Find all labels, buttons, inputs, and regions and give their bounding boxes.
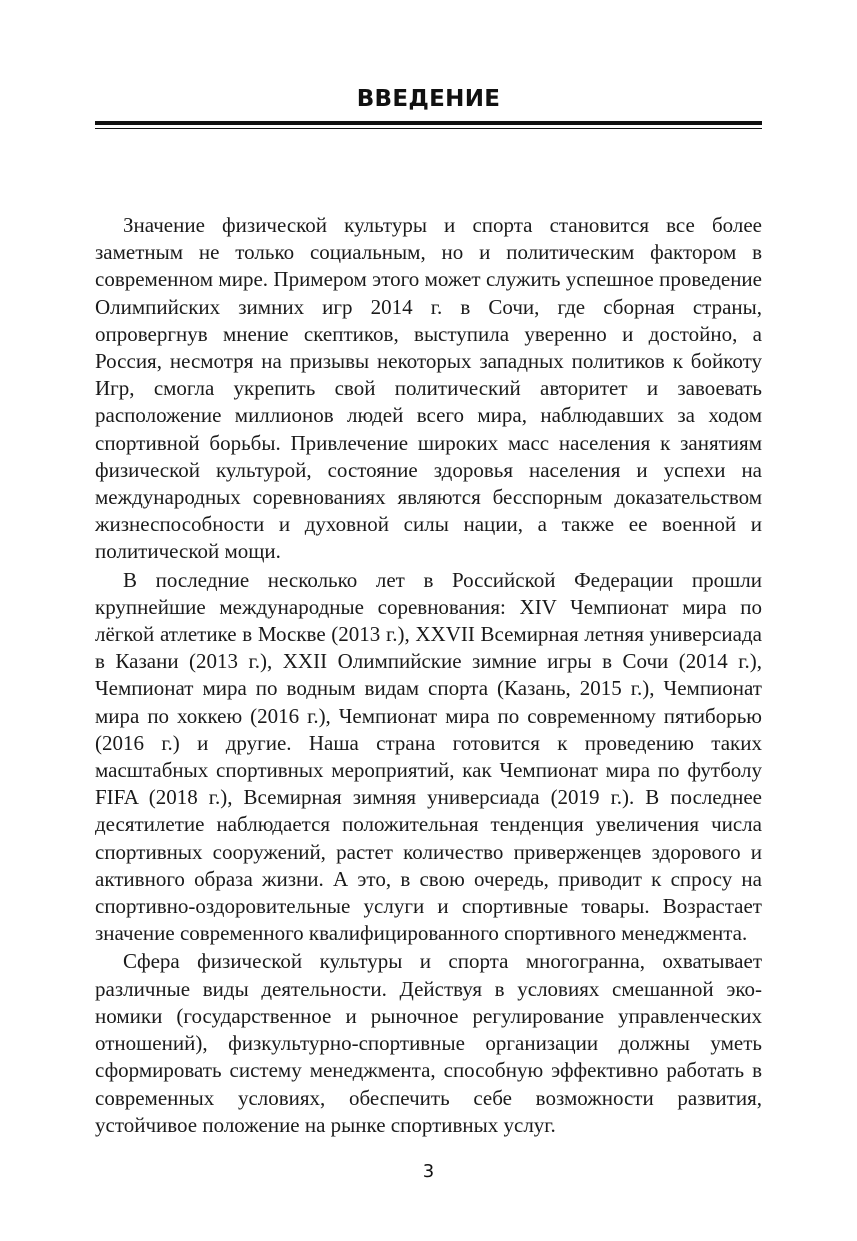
heading-rule-thick [95, 121, 762, 125]
paragraph-1: Значение физической культуры и спорта становится все более заметным не только социальным, но и политическим фактором в современном мире. Примером этого может служить успешное проведение Олимпийских зимних игр 2014 г. в Сочи, где сборная страны, опровергнув мнение скептиков, выступила уверенно и достойно, а Россия, несмотря на призывы некоторых западных политиков к бойкоту Игр, смогла укрепить свой политический авторитет и завоевать расположение миллионов людей всего мира, наблюдавших за ходом спортивной борьбы. Привлечение широких масс населения к занятиям физической культурой, состояние здоровья населения и успехи на международных соревнованиях являются бесспорным доказательством жизнеспособности и духовной силы нации, а также ее военной и политической мощи. [95, 213, 762, 564]
chapter-heading: ВВЕДЕНИЕ [356, 86, 501, 112]
page-number: 3 [422, 1161, 435, 1182]
paragraph-2: В последние несколько лет в Российской Федерации прошли крупнейшие международные соревнования: XIV Чемпионат мира по лёгкой атлетике в Москве (2013 г.), XXVII Всемирная летняя универсиада в Казани (2013 г.), XXII Олимпийские зимние игры в Сочи (2014 г.), Чемпионат мира по водным видам спорта (Казань, 2015 г.), Чемпионат мира по хоккею (2016 г.), Чемпионат мира по современному пятиборью (2016 г.) и другие. Наша страна готовится к проведению таких масштабных спортивных мероприятий, как Чемпионат мира по футболу FIFA (2018 г.), Всемирная зимняя универсиада (2019 г.). В последнее десятилетие наблюдается положительная тенденция увеличения числа спортивных сооружений, растет количество приверженцев здорового и активного образа жизни. А это, в свою очередь, приводит к спросу на спортивно-оздоровительные услуги и спортивные товары. Возрастает значение современного квалифицированного спортивного менеджмента. [95, 567, 762, 946]
paragraph-3: Сфера физической культуры и спорта многогранна, охватывает различные виды деятельности. Действуя в условиях смешанной экономики (государственное и рыночное регулирование управленческих отношений), физкультурно-спортивные организации должны уметь сформировать систему менеджмента, способную эффективно работать в современных условиях, обеспечить себе возможности развития, устойчивое положение на рынке спортивных услуг. [95, 949, 762, 1137]
body-text [95, 212, 762, 1139]
heading-rule-thin [95, 128, 762, 129]
